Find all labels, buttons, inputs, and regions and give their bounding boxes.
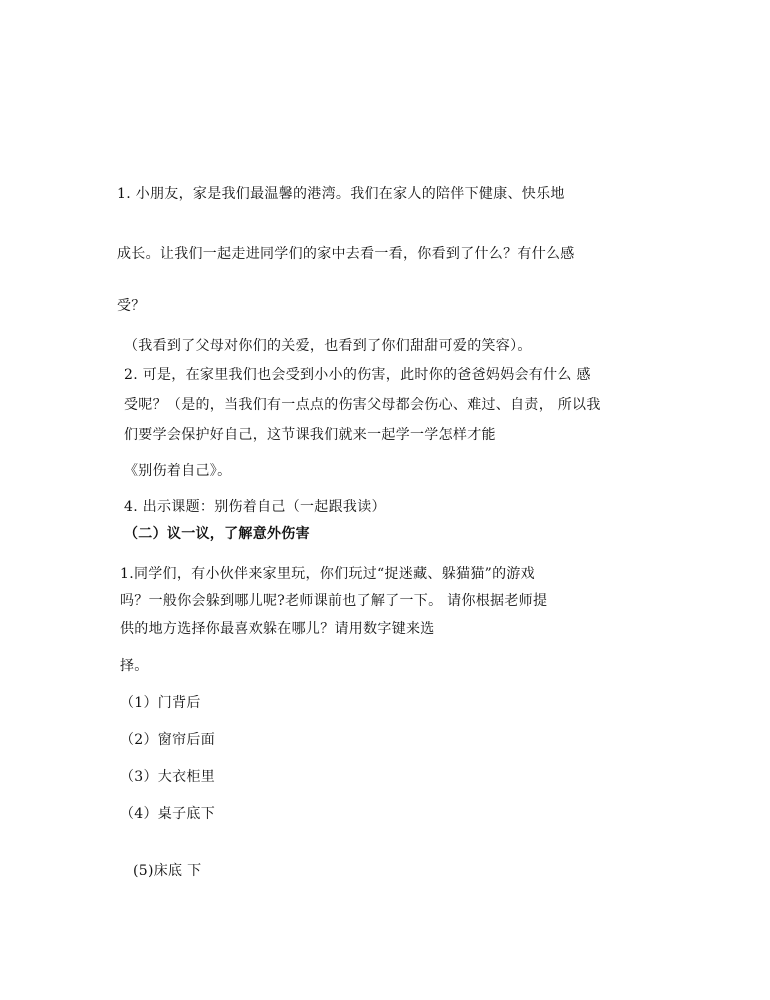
paragraph-line: 们要学会保护好自己，这节课我们就来一起学一学怎样才能 [124,427,496,443]
paragraph-line: 择。 [120,658,149,674]
paragraph-line: 受呢？（是的，当我们有一点点的伤害父母都会伤心、难过、自责， 所以我 [124,397,601,413]
list-item: (5)床底 下 [133,863,202,879]
list-item: （3）大衣柜里 [120,769,216,785]
paragraph-line: 1.同学们，有小伙伴来家里玩，你们玩过“捉迷藏、躲猫猫”的游戏 [120,566,535,582]
paragraph-line: 受？ [117,298,146,314]
paragraph-line: 《别伤着自己》。 [124,463,232,479]
paragraph-line: 供的地方选择你最喜欢躲在哪儿？请用数字键来选 [120,621,435,637]
list-item: （2）窗帘后面 [120,732,216,748]
paragraph-line: （我看到了父母对你们的关爱，也看到了你们甜甜可爱的笑容）。 [124,338,532,354]
section-heading: （二）议一议，了解意外伤害 [124,526,310,542]
list-item: （4）桌子底下 [120,806,216,822]
paragraph-line: 2. 可是，在家里我们也会受到小小的伤害，此时你的爸爸妈妈会有什么 感 [124,367,591,383]
paragraph-line: 1. 小朋友，家是我们最温馨的港湾。我们在家人的陪伴下健康、快乐地 [117,186,565,202]
list-item: （1）门背后 [120,695,201,711]
paragraph-line: 吗？一般你会躲到哪儿呢?老师课前也了解了一下。 请你根据老师提 [120,593,548,609]
paragraph-line: 成长。让我们一起走进同学们的家中去看一看，你看到了什么？有什么感 [117,246,575,262]
paragraph-line: 4. 出示课题：别伤着自己（一起跟我读） [124,499,386,515]
